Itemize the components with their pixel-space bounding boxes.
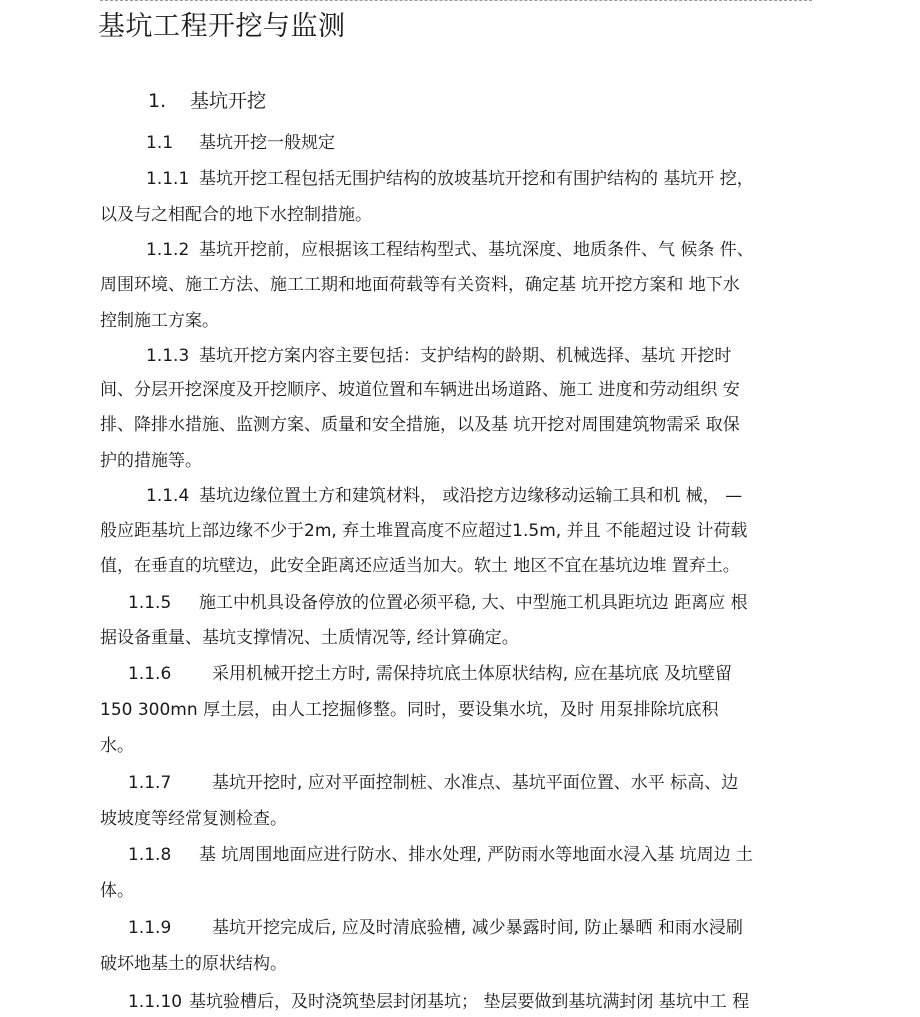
line-text: 基 坑周围地面应进行防水、排水处理, 严防雨水等地面水浸入基 坑周边 土: [199, 845, 754, 865]
clause-number: 1.1.2: [146, 240, 190, 260]
line-text: 基坑开挖一般规定: [199, 133, 335, 153]
line-text: 基坑开挖方案内容主要包括：支护结构的龄期、机械选择、基坑 开挖时: [199, 346, 732, 366]
paragraph-line: [100, 309, 219, 333]
line-text: 基坑边缘位置土方和建筑材料， 或沿挖方边缘移动运输工具和机 械， —: [199, 486, 743, 506]
clause-number: 1.1.6: [128, 664, 172, 684]
paragraph-line: [100, 378, 740, 402]
header-rule: [100, 0, 812, 1]
clause-number: 1.1.1: [146, 169, 190, 189]
paragraph-line: [100, 413, 740, 437]
paragraph-line: [128, 843, 753, 867]
document-title: 基坑工程开挖与监测: [98, 11, 346, 42]
line-text: 基坑验槽后，及时浇筑垫层封闭基坑； 垫层要做到基坑满封闭 基坑中工 程: [189, 992, 750, 1012]
paragraph-line: [100, 952, 287, 976]
line-text: 基坑开挖时, 应对平面控制桩、水准点、基坑平面位置、水平 标高、边: [212, 773, 739, 793]
paragraph-line: [100, 807, 287, 831]
paragraph-line: [100, 879, 134, 903]
paragraph-line: [146, 238, 754, 262]
paragraph-line: [128, 591, 748, 615]
clause-number: 1.1.10: [128, 992, 183, 1012]
line-text: 般应距基坑上部边缘不少于2m, 弃土堆置高度不应超过1.5m, 并且 不能超过设 计荷载: [100, 521, 748, 541]
line-text: 控制施工方案。: [100, 311, 219, 331]
line-text: 据设备重量、基坑支撑情况、土质情况等, 经计算确定。: [100, 628, 519, 648]
line-text: 破坏地基土的原状结构。: [100, 954, 287, 974]
paragraph-line: [100, 449, 202, 473]
paragraph-line: [100, 698, 718, 722]
paragraph-line: [128, 990, 749, 1014]
clause-number: 1.1.9: [128, 918, 172, 938]
line-text: 周围环境、施工方法、施工工期和地面荷载等有关资料，确定基 坑开挖方案和 地下水: [100, 275, 740, 295]
clause-number: 1.1.8: [128, 845, 172, 865]
paragraph-line: [146, 167, 754, 191]
line-text: 150 300mn 厚土层，由人工挖掘修整。同时，要设集水坑，及时 用泵排除坑底积: [100, 700, 719, 720]
paragraph-line: [100, 273, 740, 297]
line-text: 体。: [100, 881, 134, 901]
paragraph-line: [100, 203, 372, 227]
section-title: 基坑开挖: [190, 90, 267, 112]
line-text: 水。: [100, 736, 134, 756]
line-text: 护的措施等。: [100, 451, 202, 471]
paragraph-line: [128, 916, 743, 940]
paragraph-line: [100, 554, 740, 578]
line-text: 基坑开挖完成后, 应及时清底验槽, 减少暴露时间, 防止暴晒 和雨水浸刷: [212, 918, 743, 938]
line-text: 坡坡度等经常复测检查。: [100, 809, 287, 829]
line-text: 以及与之相配合的地下水控制措施。: [100, 205, 372, 225]
paragraph-line: [146, 131, 335, 155]
section-heading: [148, 86, 266, 113]
clause-number: 1.1: [146, 133, 174, 153]
line-text: 基坑开挖工程包括无围护结构的放坡基坑开挖和有围护结构的 基坑开 挖，: [199, 169, 754, 189]
line-text: 采用机械开挖土方时, 需保持坑底土体原状结构, 应在基坑底 及坑壁留: [212, 664, 733, 684]
clause-number: 1.1.5: [128, 593, 172, 613]
section-number: 1.: [148, 90, 167, 112]
line-text: 基坑开挖前，应根据该工程结构型式、基坑深度、地质条件、气 候条 件、: [199, 240, 754, 260]
clause-number: 1.1.4: [146, 486, 190, 506]
paragraph-line: [146, 484, 742, 508]
paragraph-line: [100, 734, 134, 758]
line-text: 间、分层开挖深度及开挖顺序、坡道位置和车辆进出场道路、施工 进度和劳动组织 安: [100, 380, 740, 400]
paragraph-line: [100, 519, 747, 543]
clause-number: 1.1.3: [146, 346, 190, 366]
line-text: 施工中机具设备停放的位置必须平稳, 大、中型施工机具距坑边 距离应 根: [199, 593, 748, 613]
paragraph-line: [100, 626, 519, 650]
line-text: 排、降排水措施、监测方案、质量和安全措施，以及基 坑开挖对周围建筑物需采 取保: [100, 415, 740, 435]
paragraph-line: [128, 771, 738, 795]
paragraph-line: [128, 662, 732, 686]
line-text: 值，在垂直的坑壁边，此安全距离还应适当加大。软土 地区不宜在基坑边堆 置弃土。: [100, 556, 740, 576]
clause-number: 1.1.7: [128, 773, 172, 793]
paragraph-line: [146, 344, 731, 368]
